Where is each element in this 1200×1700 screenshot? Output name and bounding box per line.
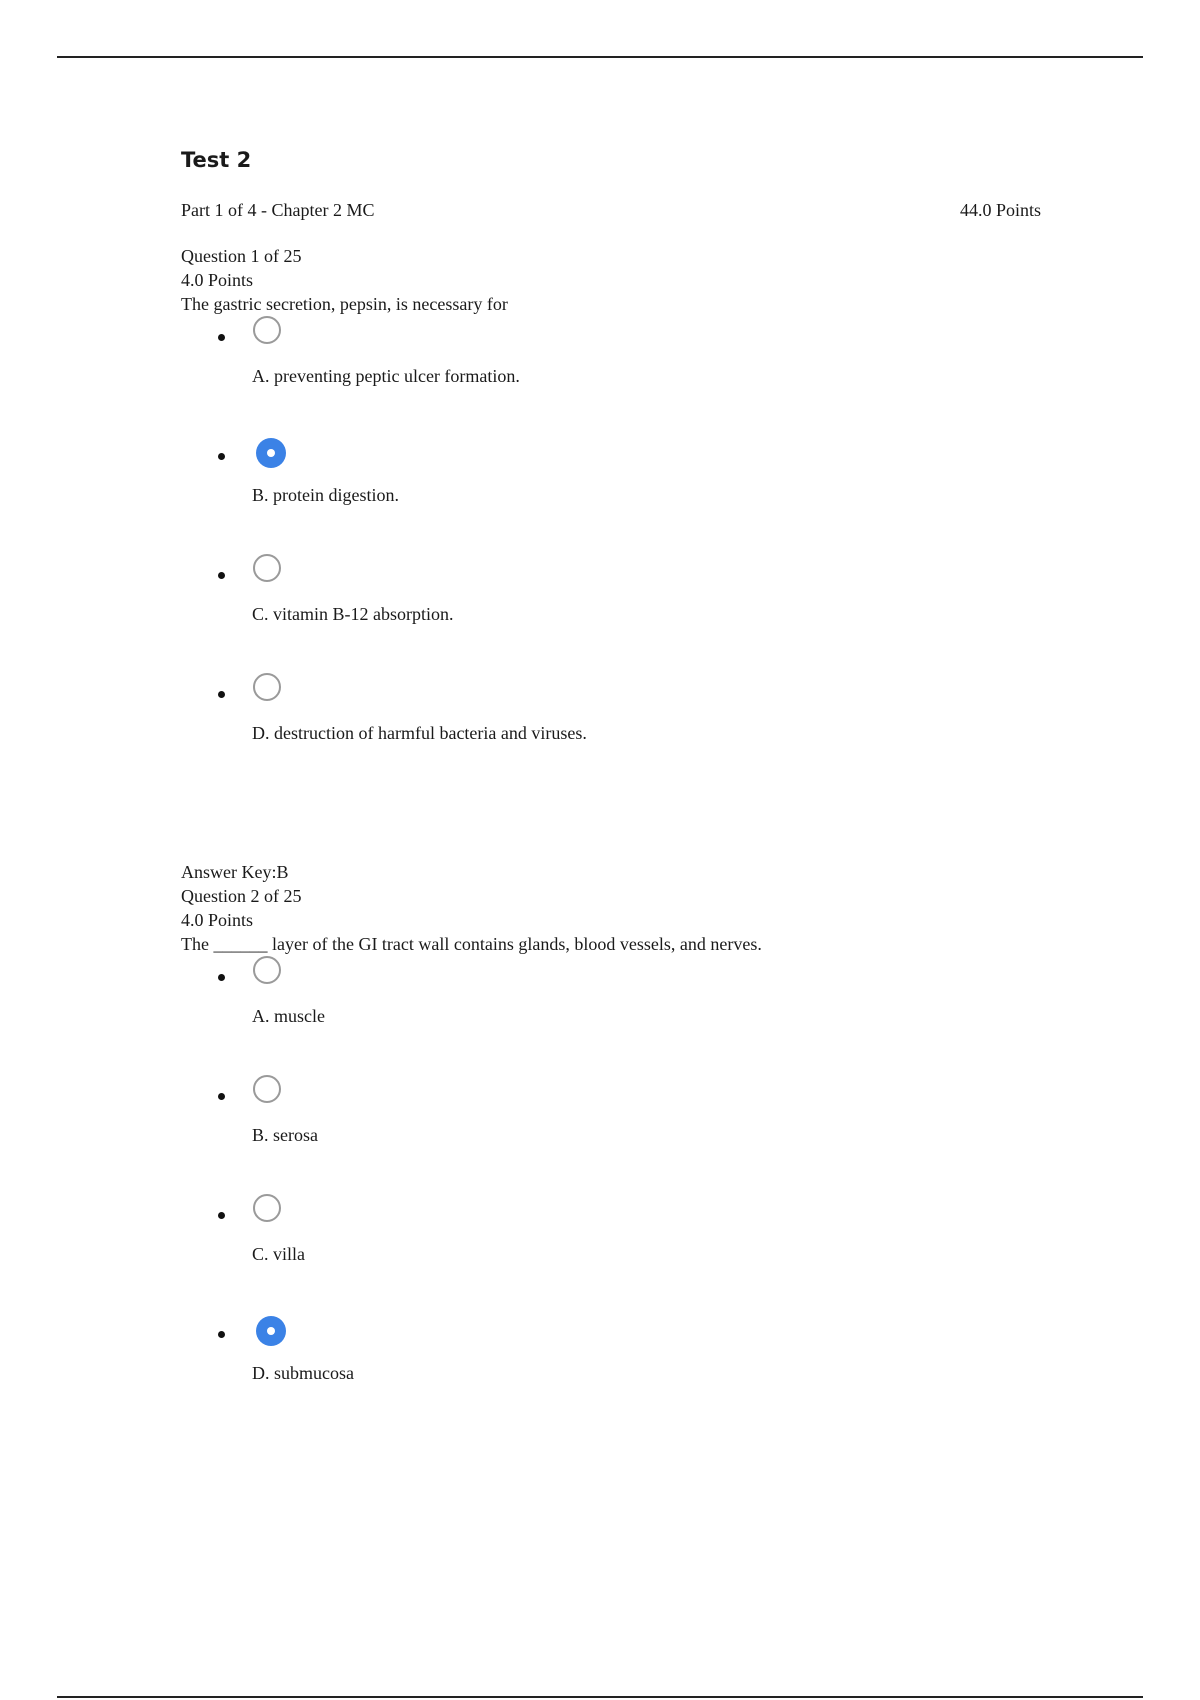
question-prompt: The gastric secretion, pepsin, is necessary for bbox=[181, 294, 508, 314]
radio-button-d[interactable] bbox=[256, 1316, 286, 1346]
bullet-icon bbox=[218, 1212, 225, 1219]
question-number: Question 1 of 25 bbox=[181, 246, 302, 266]
radio-button-d[interactable] bbox=[253, 673, 281, 701]
bullet-icon bbox=[218, 1331, 225, 1338]
test-content bbox=[181, 144, 1081, 1432]
radio-button-c[interactable] bbox=[253, 554, 281, 582]
bullet-icon bbox=[218, 1093, 225, 1100]
radio-button-b[interactable] bbox=[256, 438, 286, 468]
option-a bbox=[181, 956, 1081, 1075]
option-text: C. vitamin B-12 absorption. bbox=[252, 604, 454, 624]
options-list bbox=[181, 316, 1081, 792]
question-points: 4.0 Points bbox=[181, 270, 254, 290]
top-rule bbox=[57, 56, 1143, 58]
bullet-icon bbox=[218, 453, 225, 460]
bullet-icon bbox=[218, 691, 225, 698]
option-text: C. villa bbox=[252, 1244, 305, 1264]
option-text: B. protein digestion. bbox=[252, 485, 399, 505]
option-a bbox=[181, 316, 1081, 435]
part-header bbox=[181, 198, 1081, 222]
radio-button-b[interactable] bbox=[253, 1075, 281, 1103]
option-c bbox=[181, 1194, 1081, 1313]
option-text: B. serosa bbox=[252, 1125, 318, 1145]
part-points: 44.0 Points bbox=[960, 200, 1042, 220]
radio-button-c[interactable] bbox=[253, 1194, 281, 1222]
bullet-icon bbox=[218, 334, 225, 341]
option-d bbox=[181, 1313, 1081, 1432]
options-list bbox=[181, 956, 1081, 1432]
option-b bbox=[181, 1075, 1081, 1194]
option-text: D. submucosa bbox=[252, 1363, 354, 1383]
question-1 bbox=[181, 244, 1081, 792]
bottom-rule bbox=[57, 1696, 1143, 1698]
radio-button-a[interactable] bbox=[253, 316, 281, 344]
option-text: D. destruction of harmful bacteria and viruses. bbox=[252, 723, 587, 743]
option-text: A. preventing peptic ulcer formation. bbox=[252, 366, 520, 386]
option-b bbox=[181, 435, 1081, 554]
option-text: A. muscle bbox=[252, 1006, 325, 1026]
question-prompt: The ______ layer of the GI tract wall contains glands, blood vessels, and nerves. bbox=[181, 934, 762, 954]
question-number: Question 2 of 25 bbox=[181, 886, 302, 906]
question-points: 4.0 Points bbox=[181, 910, 254, 930]
option-d bbox=[181, 673, 1081, 792]
answer-key: Answer Key:B bbox=[181, 862, 289, 882]
question-2 bbox=[181, 884, 1081, 1432]
part-label: Part 1 of 4 - Chapter 2 MC bbox=[181, 200, 375, 220]
option-c bbox=[181, 554, 1081, 673]
bullet-icon bbox=[218, 974, 225, 981]
test-title: Test 2 bbox=[181, 148, 252, 172]
bullet-icon bbox=[218, 572, 225, 579]
radio-button-a[interactable] bbox=[253, 956, 281, 984]
